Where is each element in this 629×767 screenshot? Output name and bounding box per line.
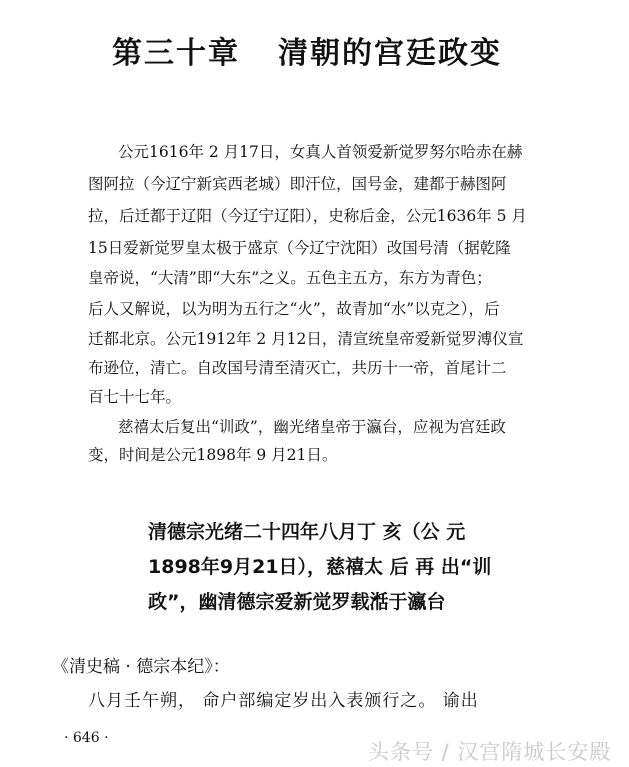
section-heading-line: 1898年9月21日），慈禧太 后 再 出“训: [148, 556, 492, 578]
page-number: · 646 ·: [64, 730, 109, 746]
intro-line: 公元1616年 2 月17日，女真人首领爱新觉罗努尔哈赤在赫: [118, 143, 523, 161]
intro-line: 拉，后迁都于辽阳（今辽宁辽阳），史称后金，公元1636年 5 月: [88, 207, 527, 225]
intro-line: 皇帝说，“大清”即“大东”之义。五色主五方，东方为青色；: [88, 269, 492, 287]
section-heading-line: 政”，幽清德宗爱新觉罗载湉于瀛台: [148, 591, 446, 613]
intro-line: 图阿拉（今辽宁新宾西老城）即汗位，国号金，建都于赫图阿: [88, 175, 507, 193]
body-text-line: 八月壬午朔， 命户部编定岁出入表颁行之。 谕出: [88, 691, 479, 711]
second-para-line: 慈禧太后复出“训政”，幽光绪皇帝于瀛台，应视为宫廷政: [118, 418, 506, 436]
intro-line: 后人又解说，以为明为五行之“火”，故青加“水”以克之），后: [88, 300, 500, 318]
intro-line: 15日爱新觉罗皇太极于盛京（今辽宁沈阳）改国号清（据乾隆: [88, 239, 511, 257]
intro-line: 布逊位，清亡。自改国号清至清灭亡，共历十一帝，首尾计二: [88, 359, 507, 377]
second-para-line: 变，时间是公元1898年 9 月21日。: [88, 446, 338, 464]
intro-line: 百七十七年。: [88, 388, 182, 406]
section-heading-line: 清德宗光绪二十四年八月丁 亥（公 元: [148, 521, 466, 543]
intro-line: 迁都北京。公元1912年 2 月12日，清宣统皇帝爱新觉罗溥仪宣: [88, 330, 524, 348]
source-citation: 《清史稿 · 德宗本纪》：: [52, 657, 230, 677]
chapter-title: [112, 28, 502, 72]
chapter-name: 清朝的宫廷政变: [278, 36, 502, 71]
watermark: 头条号 / 汉宫隋城长安殿: [368, 740, 612, 764]
chapter-number: 第三十章: [112, 36, 240, 71]
